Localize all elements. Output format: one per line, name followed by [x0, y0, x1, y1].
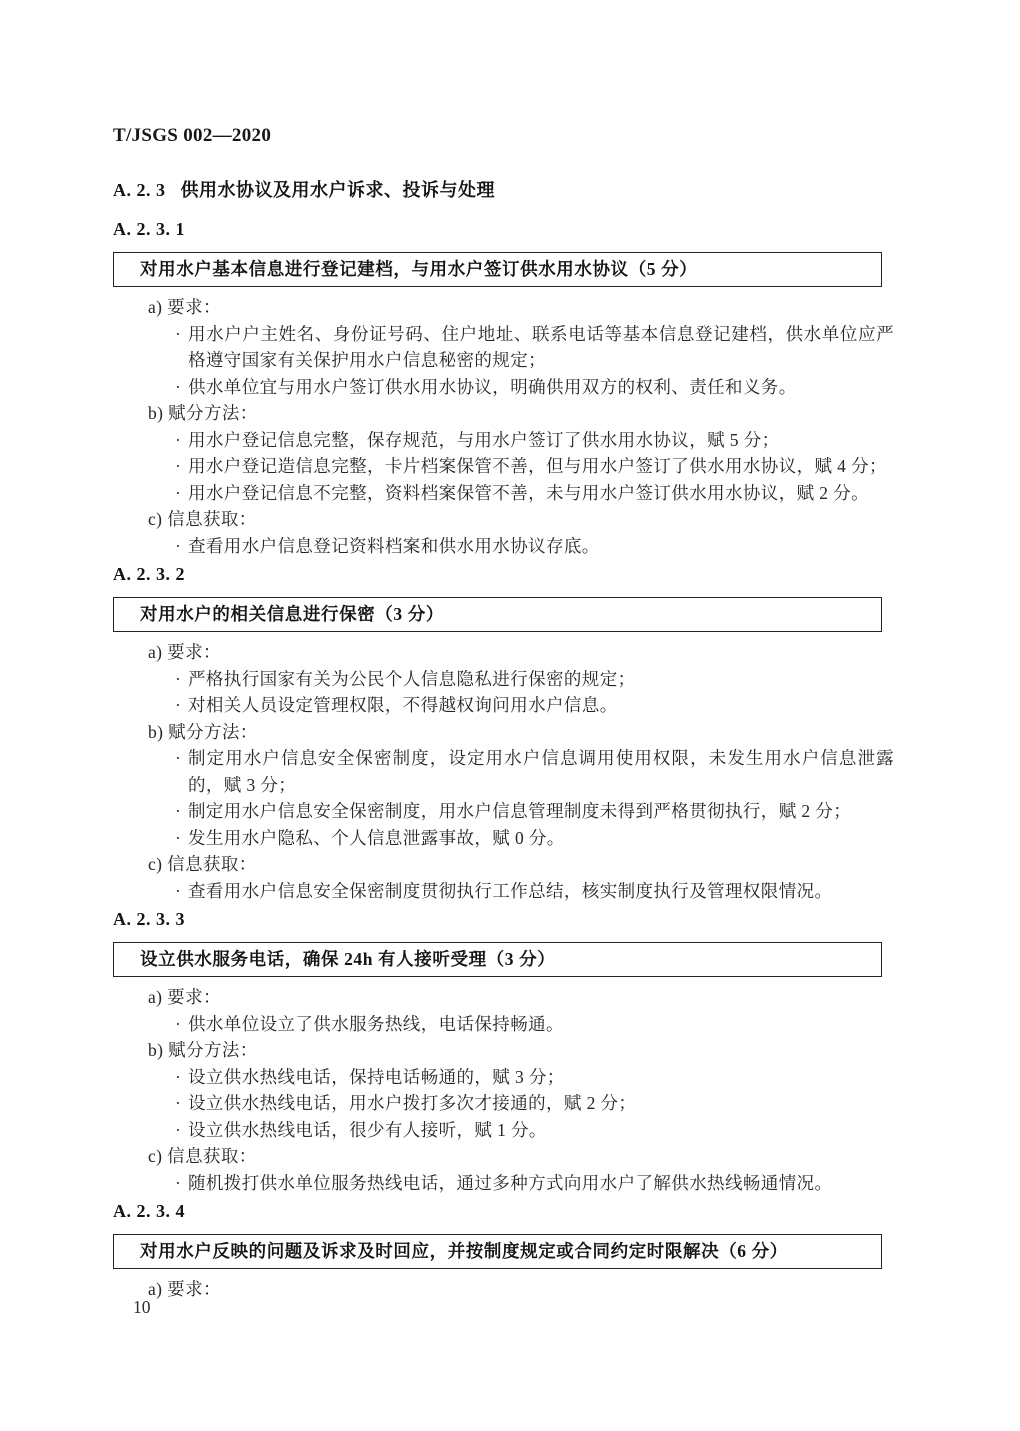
bullet-text: 供水单位设立了供水服务热线，电话保持畅通。 — [188, 1013, 564, 1034]
bullet-item — [113, 1011, 894, 1038]
bullet-text: 查看用水户信息登记资料档案和供水用水协议存底。 — [188, 535, 600, 556]
bullet-text: 设立供水热线电话，用水户拨打多次才接通的，赋 2 分； — [188, 1093, 637, 1113]
bullet-text: 用水户户主姓名、身份证号码、住户地址、联系电话等基本信息登记建档，供水单位应严格遵守国家有关保护用水户信息秘密的规定； — [188, 323, 894, 370]
bullet-item — [113, 1170, 894, 1197]
doc-header: T/JSGS 002—2020 — [113, 125, 272, 146]
bullet-text: 查看用水户信息安全保密制度贯彻执行工作总结，核实制度执行及管理权限情况。 — [188, 880, 833, 901]
bullet-dot-icon: · — [175, 668, 181, 689]
bullet-item — [113, 453, 894, 480]
block-label-scoring: b) 赋分方法： — [148, 403, 258, 423]
clause-number: A. 2. 3. 4 — [113, 1201, 185, 1221]
bullet-item — [113, 666, 894, 693]
bullet-text: 用水户登记信息完整，保存规范，与用水户签订了供水用水协议，赋 5 分； — [188, 429, 780, 450]
bullet-item — [113, 1064, 894, 1091]
clause-number: A. 2. 3. 1 — [113, 219, 185, 239]
bullet-dot-icon: · — [175, 1172, 181, 1193]
block-label-scoring: b) 赋分方法： — [148, 721, 258, 742]
block-label-info: c) 信息获取： — [148, 1146, 257, 1166]
block-label-requirements: a) 要求： — [148, 1279, 221, 1299]
bullet-item — [113, 480, 894, 507]
clause-a232 — [113, 563, 894, 904]
criterion-box — [113, 1234, 882, 1269]
bullet-dot-icon: · — [175, 880, 181, 901]
bullet-item — [113, 1090, 894, 1117]
page-number: 10 — [133, 1297, 151, 1317]
bullet-dot-icon: · — [175, 1119, 181, 1140]
bullet-text: 发生用水户隐私、个人信息泄露事故，赋 0 分。 — [188, 827, 565, 848]
bullet-dot-icon: · — [175, 748, 181, 768]
clause-a231 — [113, 218, 894, 559]
bullet-item — [113, 427, 894, 454]
criterion-box — [113, 942, 882, 977]
bullet-dot-icon: · — [175, 535, 181, 556]
criterion-box — [113, 597, 882, 632]
section-heading — [113, 179, 894, 201]
bullet-dot-icon: · — [175, 827, 181, 848]
section-title: 供用水协议及用水户诉求、投诉与处理 — [180, 180, 495, 200]
bullet-text: 严格执行国家有关为公民个人信息隐私进行保密的规定； — [188, 668, 636, 689]
block-label-requirements: a) 要求： — [148, 297, 221, 317]
clause-number: A. 2. 3. 2 — [113, 564, 185, 584]
bullet-dot-icon: · — [175, 482, 181, 503]
bullet-item — [113, 321, 894, 374]
block-label-scoring: b) 赋分方法： — [148, 1040, 258, 1060]
bullet-item — [113, 798, 894, 825]
bullet-dot-icon: · — [175, 323, 181, 344]
bullet-text: 制定用水户信息安全保密制度，设定用水户信息调用使用权限，未发生用水户信息泄露的，赋 3 分； — [188, 748, 894, 795]
clause-number: A. 2. 3. 3 — [113, 909, 185, 929]
bullet-item — [113, 745, 894, 798]
clause-a234 — [113, 1200, 894, 1303]
bullet-dot-icon: · — [175, 429, 181, 450]
section-number: A. 2. 3 — [113, 180, 166, 200]
criterion-box — [113, 252, 882, 287]
bullet-text: 用水户登记信息不完整，资料档案保管不善，未与用水户签订供水用水协议，赋 2 分。 — [188, 482, 869, 503]
bullet-text: 设立供水热线电话，保持电话畅通的，赋 3 分； — [188, 1066, 565, 1087]
bullet-text: 用水户登记造信息完整，卡片档案保管不善，但与用水户签订了供水用水协议，赋 4 分； — [188, 456, 887, 476]
bullet-item — [113, 1117, 894, 1144]
bullet-item — [113, 374, 894, 401]
bullet-text: 设立供水热线电话，很少有人接听，赋 1 分。 — [188, 1119, 547, 1140]
criterion-box-title: 对用水户基本信息进行登记建档，与用水户签订供水用水协议（5 分） — [140, 259, 698, 279]
block-label-requirements: a) 要求： — [148, 642, 221, 662]
criterion-box-title: 对用水户反映的问题及诉求及时回应，并按制度规定或合同约定时限解决（6 分） — [140, 1241, 788, 1261]
bullet-text: 随机拨打供水单位服务热线电话，通过多种方式向用水户了解供水热线畅通情况。 — [188, 1172, 833, 1193]
block-label-requirements: a) 要求： — [148, 987, 221, 1007]
bullet-dot-icon: · — [175, 1093, 181, 1113]
bullet-dot-icon: · — [175, 1013, 181, 1034]
criterion-box-title: 对用水户的相关信息进行保密（3 分） — [140, 604, 444, 624]
bullet-item — [113, 692, 894, 719]
block-label-info: c) 信息获取： — [148, 509, 257, 529]
bullet-text: 制定用水户信息安全保密制度，用水户信息管理制度未得到严格贯彻执行，赋 2 分； — [188, 801, 852, 821]
bullet-text: 对相关人员设定管理权限，不得越权询问用水户信息。 — [188, 695, 618, 715]
bullet-text: 供水单位宜与用水户签订供水用水协议，明确供用双方的权利、责任和义务。 — [188, 376, 797, 397]
criterion-box-title: 设立供水服务电话，确保 24h 有人接听受理（3 分） — [140, 949, 556, 969]
bullet-dot-icon: · — [175, 1066, 181, 1087]
bullet-dot-icon: · — [175, 801, 181, 821]
clause-a233 — [113, 908, 894, 1196]
content-column — [113, 126, 894, 1303]
bullet-item — [113, 533, 894, 560]
bullet-dot-icon: · — [175, 695, 181, 715]
block-label-info: c) 信息获取： — [148, 854, 257, 874]
bullet-dot-icon: · — [175, 456, 181, 476]
bullet-dot-icon: · — [175, 376, 181, 397]
bullet-item — [113, 825, 894, 852]
bullet-item — [113, 878, 894, 905]
